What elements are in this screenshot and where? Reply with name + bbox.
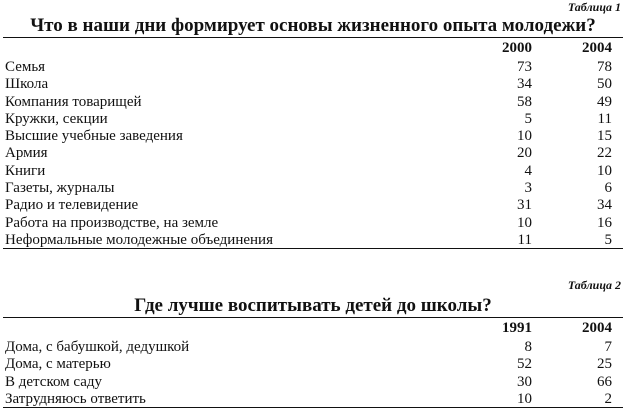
row-value-first: 10 (517, 214, 532, 231)
row-value-second: 16 (597, 214, 612, 231)
table-title: Где лучше воспитывать детей до школы? (134, 295, 492, 316)
row-label: Работа на производстве, на земле (5, 214, 219, 231)
row-value-first: 3 (524, 180, 532, 197)
table-row (3, 110, 623, 127)
row-value-second: 66 (597, 373, 612, 390)
table-row (3, 338, 623, 355)
column-header: 2000 (502, 40, 532, 56)
row-value-second: 34 (597, 197, 612, 214)
table-row (3, 196, 623, 213)
row-label: Кружки, секции (5, 110, 108, 127)
row-label: Школа (5, 76, 49, 93)
row-value-first: 30 (517, 373, 532, 390)
table-row (3, 390, 623, 407)
table-row (3, 75, 623, 92)
row-value-second: 49 (597, 93, 612, 110)
row-value-second: 6 (604, 180, 612, 197)
row-value-second: 50 (597, 76, 612, 93)
table-number: Таблица 2 (567, 278, 621, 292)
column-header: 1991 (502, 320, 532, 336)
row-label: Дома, с бабушкой, дедушкой (5, 339, 190, 355)
row-label: Дома, с матерью (5, 356, 111, 373)
row-label: Семья (5, 59, 46, 75)
row-label: Высшие учебные заведения (5, 128, 183, 145)
table-header-row (3, 38, 623, 58)
row-value-first: 58 (517, 93, 532, 110)
row-value-first: 10 (517, 128, 532, 145)
table-header-row (3, 318, 623, 338)
table-body (3, 58, 623, 248)
row-label: Затрудняюсь ответить (5, 390, 146, 407)
table-row (3, 355, 623, 372)
row-label: Книги (5, 162, 46, 179)
table-2 (3, 278, 623, 408)
column-header: 2004 (582, 40, 612, 56)
row-label: Компания товарищей (5, 93, 142, 110)
row-value-first: 52 (517, 356, 532, 373)
row-value-first: 4 (524, 162, 532, 179)
table-number: Таблица 1 (567, 0, 621, 14)
row-label: Радио и телевидение (5, 197, 139, 214)
row-value-second: 10 (597, 162, 612, 179)
row-value-first: 34 (517, 76, 532, 93)
table-title: Что в наши дни формирует основы жизненного опыта молодежи? (30, 15, 596, 36)
table-row (3, 144, 623, 161)
row-value-second: 78 (597, 59, 612, 75)
row-value-second: 22 (597, 145, 612, 162)
row-value-second: 2 (604, 390, 612, 407)
row-value-first: 20 (517, 145, 532, 162)
row-value-second: 25 (597, 356, 612, 373)
table-row (3, 162, 623, 179)
row-value-first: 11 (517, 231, 532, 248)
row-label: Газеты, журналы (5, 180, 115, 197)
row-value-first: 31 (517, 197, 532, 214)
row-label: Неформальные молодежные объединения (5, 231, 273, 248)
row-label: Армия (5, 145, 48, 162)
table-row (3, 231, 623, 248)
row-value-second: 7 (604, 339, 612, 355)
table-row (3, 214, 623, 231)
table-row (3, 58, 623, 75)
row-value-first: 5 (524, 110, 532, 127)
table-row (3, 373, 623, 390)
table-1 (3, 0, 623, 249)
row-value-second: 5 (604, 231, 612, 248)
table-row (3, 127, 623, 144)
row-value-first: 10 (517, 390, 532, 407)
table-row (3, 179, 623, 196)
column-header: 2004 (582, 320, 612, 336)
row-label: В детском саду (5, 373, 103, 390)
table-body (3, 338, 623, 407)
row-value-first: 8 (524, 339, 532, 355)
row-value-second: 15 (597, 128, 612, 145)
row-value-second: 11 (597, 110, 612, 127)
table-row (3, 93, 623, 110)
row-value-first: 73 (517, 59, 532, 75)
